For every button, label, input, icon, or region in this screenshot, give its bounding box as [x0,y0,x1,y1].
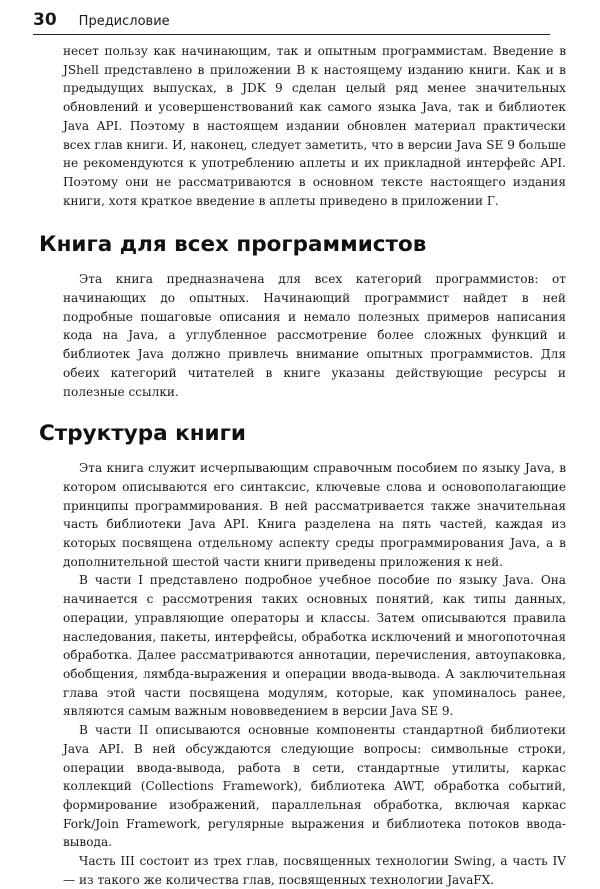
running-head [33,10,570,34]
audience-paragraph: Эта книга предназначена для всех категорий программистов: от начинающих до опытных. Начинающий программист найдет в ней подробные пошаговые описания и немало полезных примеров написания кода на Java, а углубленное рассмотрение более сложных функций и библиотек Java должно привлечь внимание опытных программистов. Для обеих категорий читателей в книге указаны действующие ресурсы и полезные ссылки. [63,272,566,399]
intro-paragraph: несет пользу как начинающим, так и опытным программистам. Введение в JShell представлено в приложении В к настоящему изданию книги. Как и в предыдущих выпусках, в JDK 9 сделан целый ряд менее значительных обновлений и усовершенствований как самого языка Java, так и библиотек Java API. Поэтому в настоящем издании обновлен материал практически всех глав книги. И, наконец, следует заметить, что в версии Java SE 9 больше не рекомендуются к употреблению аплеты и их прикладной интерфейс API. Поэтому они не рассматриваются в основном тексте настоящего издания книги, хотя краткое введение в аплеты приведено в приложении Г. [63,44,566,208]
structure-paragraph-2: В части I представлено подробное учебное пособие по языку Java. Она начинается с рассмотрения таких основных понятий, как типы данных, операции, управляющие операторы и классы. Затем описываются правила наследования, пакеты, интерфейсы, обработка исключений и многопоточная обработка. Далее рассматриваются аннотации, перечисления, автоупаковка, обобщения, лямбда-выражения и операции ввода-вывода. А заключительная глава этой части посвящена модулям, которые, как упоминалось ранее, являются самым важным нововведением в версии Java SE 9. [63,573,566,719]
page-number: 30 [33,10,57,30]
page-body [39,42,566,889]
heading-audience: Книга для всех программистов [39,232,427,258]
header-rule [33,34,550,35]
structure-paragraph-3: В части II описываются основные компоненты стандартной библиотеки Java API. В ней обсуждаются следующие вопросы: символьные строки, операции ввода-вывода, работа в сети, стандартные утилиты, каркас коллекций (Collections Framework), библиотека AWT, обработка событий, формирование изображений, параллельная обработка, включая каркас Fork/Join Framework, регулярные выражения и библиотека потоков ввода-вывода. [63,723,566,850]
structure-paragraph-1: Эта книга служит исчерпывающим справочным пособием по языку Java, в котором описываются его синтаксис, ключевые слова и основополагающие принципы программирования. В ней рассматривается также значительная часть библиотеки Java API. Книга разделена на пять частей, каждая из которых посвящена отдельному аспекту среды программирования Java, а в дополнительной шестой части книги приведены приложения к ней. [63,461,566,569]
running-title: Предисловие [78,14,170,29]
heading-structure: Структура книги [39,421,246,447]
structure-paragraph-4: Часть III состоит из трех глав, посвященных технологии Swing, а часть IV — из такого же количества глав, посвященных технологии JavaFX. [63,854,566,887]
